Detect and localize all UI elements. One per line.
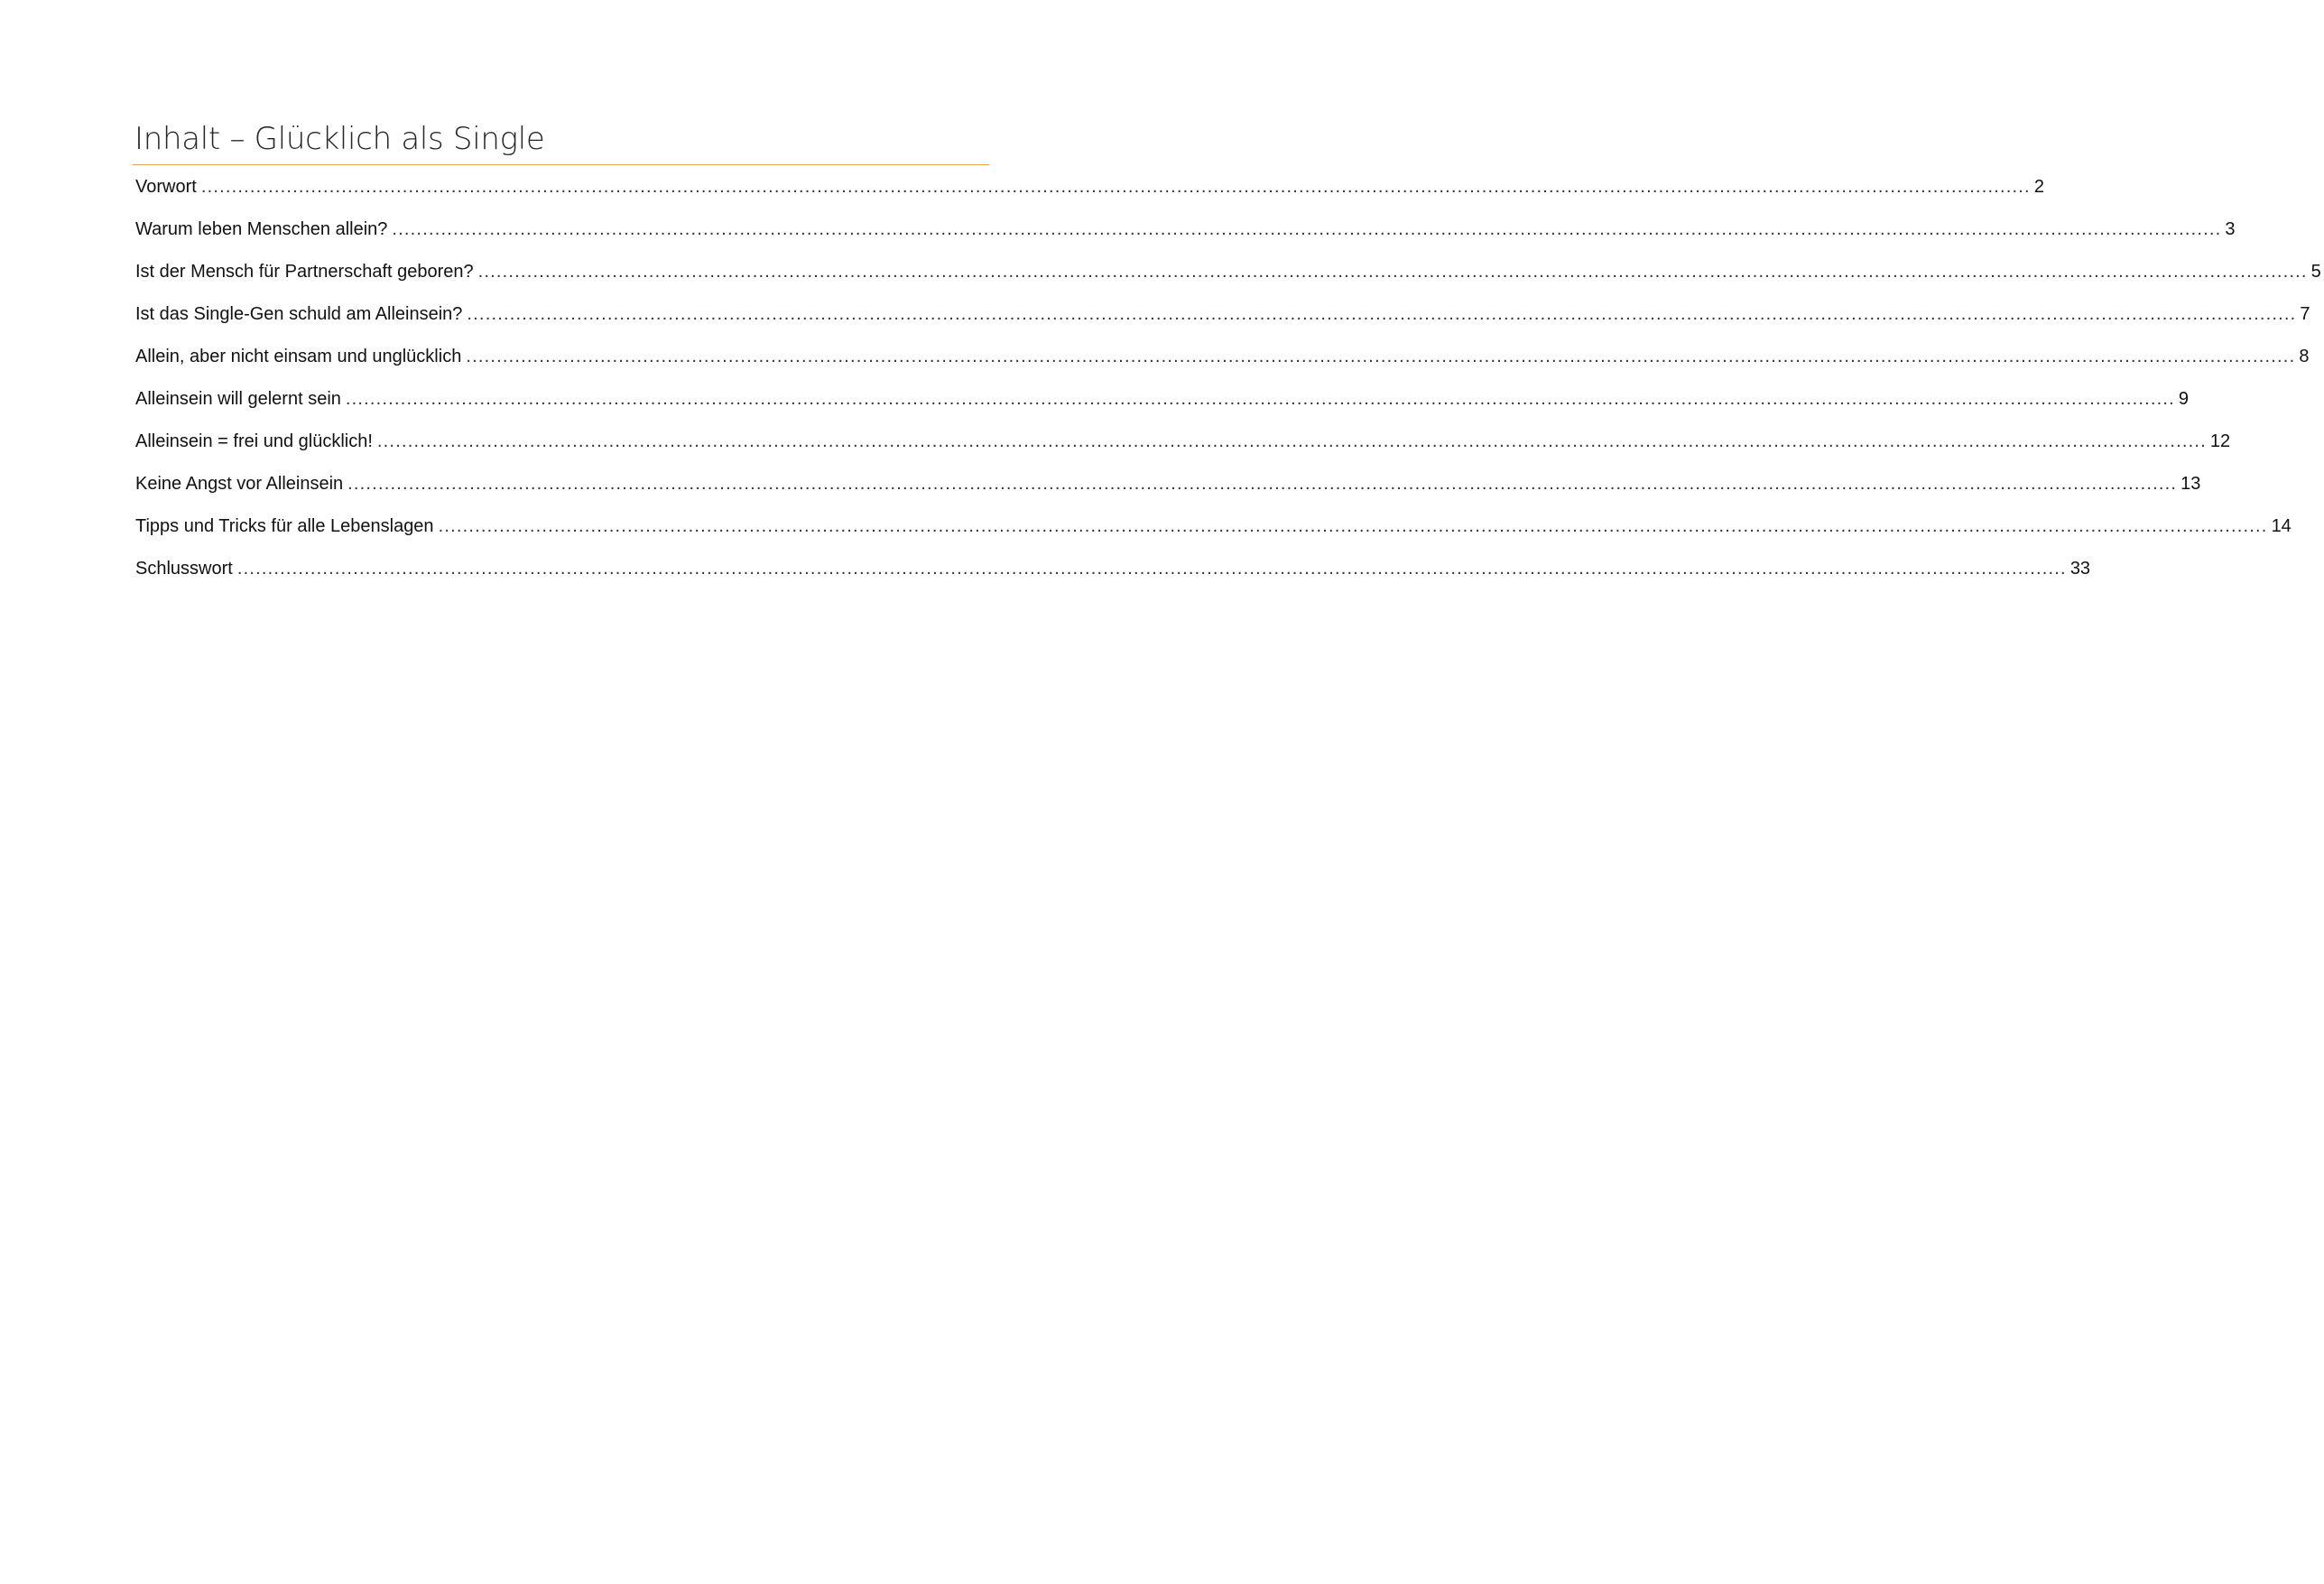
toc-entry-tipps-und-tricks[interactable] <box>133 514 2292 556</box>
toc-entry-title: Vorwort <box>135 177 197 197</box>
dot-leader: ............................................................................................................................................................................................................................................................................................................ <box>466 347 2296 366</box>
toc-entry-page-number: 13 <box>2180 474 2201 494</box>
dot-leader: ............................................................................................................................................................................................................................................................................................................ <box>477 262 2308 282</box>
toc-entry-title: Tipps und Tricks für alle Lebenslagen <box>135 516 434 536</box>
toc-entry-page-number: 12 <box>2209 431 2231 451</box>
toc-entry-title: Ist der Mensch für Partnerschaft geboren? <box>135 262 474 282</box>
toc-entry-frei-und-gluecklich[interactable] <box>133 429 2231 471</box>
toc-heading: Inhalt – Glücklich als Single <box>134 121 545 157</box>
toc-entry-title: Allein, aber nicht einsam und unglücklich <box>135 347 462 366</box>
toc-list <box>133 174 2321 598</box>
heading-underline <box>133 164 989 165</box>
toc-entry-page-number: 3 <box>2225 219 2236 239</box>
dot-leader: ............................................................................................................................................................................................................................................................................................................ <box>345 389 2175 409</box>
toc-entry-title: Alleinsein will gelernt sein <box>135 389 341 409</box>
toc-entry-page-number: 14 <box>2271 516 2292 536</box>
toc-entry-single-gen[interactable] <box>133 301 2310 344</box>
toc-entry-alleinsein-gelernt[interactable] <box>133 386 2190 429</box>
toc-entry-warum-leben-menschen-allein[interactable] <box>133 217 2236 259</box>
toc-entry-page-number: 9 <box>2178 389 2190 409</box>
toc-entry-allein-aber-nicht-einsam[interactable] <box>133 344 2310 386</box>
toc-entry-keine-angst[interactable] <box>133 471 2201 514</box>
toc-entry-title: Alleinsein = frei und glücklich! <box>135 431 373 451</box>
dot-leader: ............................................................................................................................................................................................................................................................................................................ <box>236 559 2067 579</box>
dot-leader: ............................................................................................................................................................................................................................................................................................................ <box>438 516 2268 536</box>
dot-leader: ............................................................................................................................................................................................................................................................................................................ <box>347 474 2178 494</box>
toc-entry-title: Ist das Single-Gen schuld am Alleinsein? <box>135 304 463 324</box>
dot-leader: ............................................................................................................................................................................................................................................................................................................ <box>376 431 2207 451</box>
dot-leader: ............................................................................................................................................................................................................................................................................................................ <box>200 177 2031 197</box>
toc-entry-partnerschaft-geboren[interactable] <box>133 259 2321 301</box>
toc-entry-vorwort[interactable] <box>133 174 2044 217</box>
toc-entry-title: Warum leben Menschen allein? <box>135 219 388 239</box>
toc-entry-page-number: 33 <box>2069 559 2091 579</box>
toc-entry-page-number: 5 <box>2310 262 2321 282</box>
toc-entry-page-number: 2 <box>2033 177 2044 197</box>
dot-leader: ............................................................................................................................................................................................................................................................................................................ <box>392 219 2222 239</box>
dot-leader: ............................................................................................................................................................................................................................................................................................................ <box>467 304 2297 324</box>
toc-entry-schlusswort[interactable] <box>133 556 2091 598</box>
toc-entry-title: Schlusswort <box>135 559 233 579</box>
toc-entry-page-number: 8 <box>2299 347 2310 366</box>
toc-entry-title: Keine Angst vor Alleinsein <box>135 474 344 494</box>
table-of-contents <box>133 119 2321 598</box>
toc-entry-page-number: 7 <box>2300 304 2310 324</box>
